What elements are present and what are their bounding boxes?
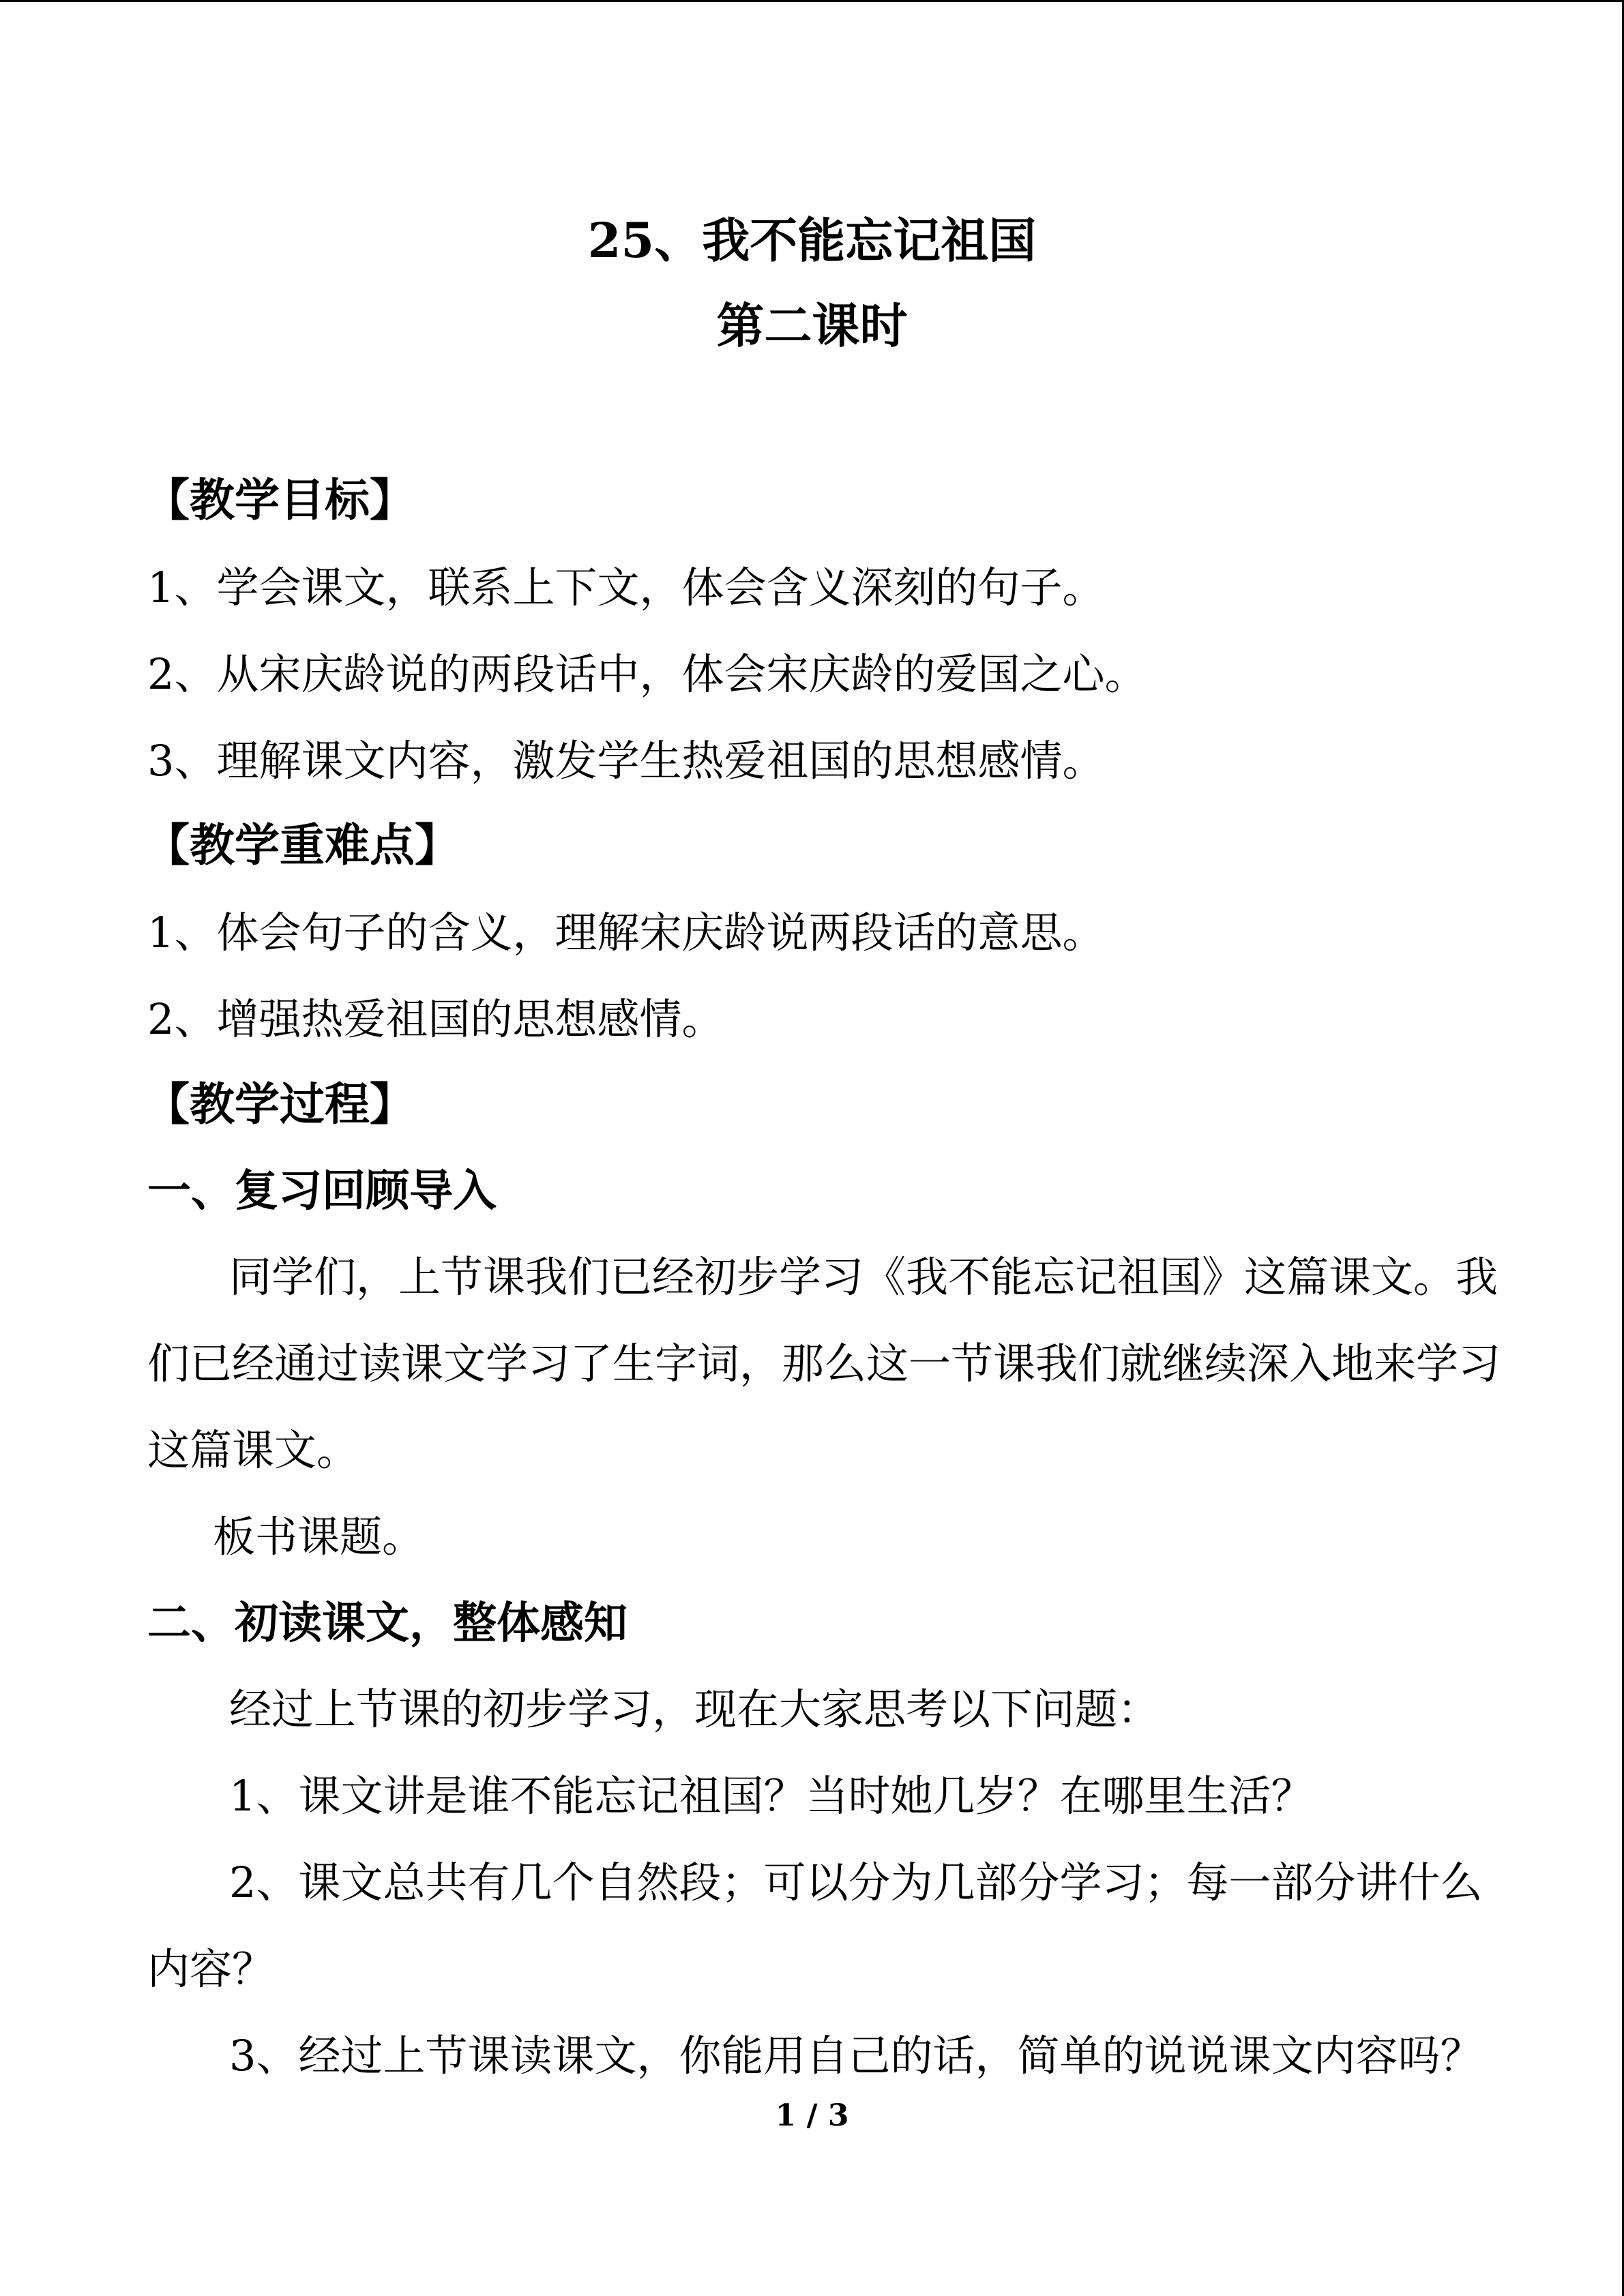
part2-question-2: 2、课文总共有几个自然段；可以分为几部分学习；每一部分讲什么: [229, 1858, 1483, 1907]
objective-item: 1、学会课文，联系上下文，体会含义深刻的句子。: [147, 563, 1105, 612]
objective-item: 2、从宋庆龄说的两段话中，体会宋庆龄的爱国之心。: [147, 649, 1147, 699]
process-heading: 【教学过程】: [145, 1077, 415, 1131]
page-number: 1 / 3: [775, 2098, 849, 2133]
key-point-item: 2、增强热爱祖国的思想感情。: [147, 994, 724, 1044]
objective-item: 3、理解课文内容，激发学生热爱祖国的思想感情。: [147, 736, 1105, 786]
part1-paragraph-line: 同学们，上节课我们已经初步学习《我不能忘记祖国》这篇课文。我: [229, 1252, 1498, 1302]
part1-note: 板书课题。: [213, 1512, 425, 1562]
part1-paragraph-line: 们已经通过读课文学习了生字词，那么这一节课我们就继续深入地来学习: [147, 1339, 1501, 1388]
part2-heading: 二、初读课文，整体感知: [147, 1598, 628, 1649]
key-points-heading: 【教学重难点】: [145, 818, 460, 871]
part2-intro: 经过上节课的初步学习，现在大家思考以下问题：: [229, 1684, 1160, 1734]
part1-paragraph-line: 这篇课文。: [147, 1425, 359, 1475]
part2-question-3: 3、经过上节课读课文，你能用自己的话，简单的说说课文内容吗？: [229, 2031, 1483, 2081]
part2-question-2-continued: 内容？: [147, 1944, 275, 1994]
part2-question-1: 1、课文讲是谁不能忘记祖国？当时她几岁？在哪里生活？: [229, 1771, 1314, 1821]
document-subtitle: 第二课时: [716, 297, 908, 354]
document-title: 25、我不能忘记祖国: [587, 212, 1037, 269]
part1-heading: 一、复习回顾导入: [147, 1165, 497, 1217]
objectives-heading: 【教学目标】: [145, 473, 415, 526]
key-point-item: 1、体会句子的含义，理解宋庆龄说两段话的意思。: [147, 908, 1105, 957]
